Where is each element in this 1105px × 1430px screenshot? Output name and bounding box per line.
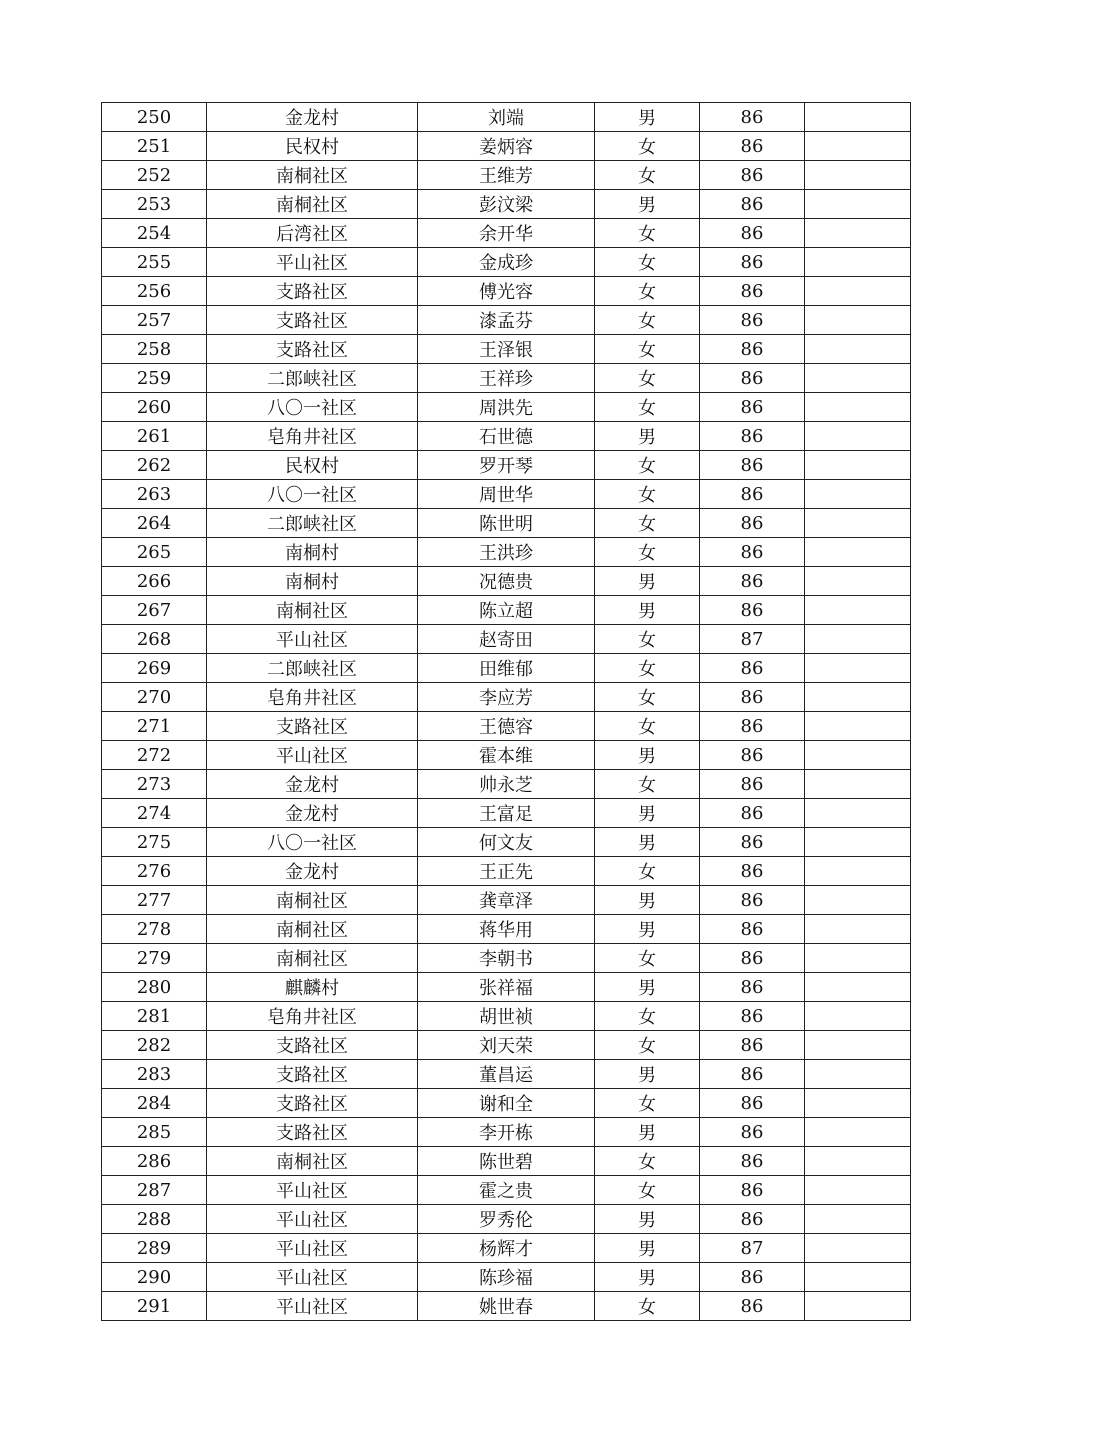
community-name-cell: 支路社区 <box>207 335 418 364</box>
remarks-cell <box>805 1176 911 1205</box>
table-row <box>102 1263 911 1292</box>
age-cell: 86 <box>700 306 805 335</box>
table-row <box>102 741 911 770</box>
table-row <box>102 509 911 538</box>
table-row <box>102 364 911 393</box>
remarks-cell <box>805 567 911 596</box>
person-name-cell: 金成珍 <box>418 248 595 277</box>
age-cell: 86 <box>700 1089 805 1118</box>
community-name-cell: 平山社区 <box>207 1205 418 1234</box>
row-number-cell: 285 <box>102 1118 207 1147</box>
person-name-cell: 谢和全 <box>418 1089 595 1118</box>
row-number-cell: 259 <box>102 364 207 393</box>
gender-cell: 女 <box>595 451 700 480</box>
community-name-cell: 麒麟村 <box>207 973 418 1002</box>
roster-table <box>101 102 911 1321</box>
remarks-cell <box>805 1031 911 1060</box>
age-cell: 86 <box>700 741 805 770</box>
age-cell: 86 <box>700 335 805 364</box>
row-number-cell: 256 <box>102 277 207 306</box>
row-number-cell: 273 <box>102 770 207 799</box>
person-name-cell: 霍之贵 <box>418 1176 595 1205</box>
person-name-cell: 陈珍福 <box>418 1263 595 1292</box>
row-number-cell: 290 <box>102 1263 207 1292</box>
remarks-cell <box>805 1205 911 1234</box>
table-row <box>102 944 911 973</box>
gender-cell: 女 <box>595 335 700 364</box>
community-name-cell: 平山社区 <box>207 625 418 654</box>
table-row <box>102 1089 911 1118</box>
remarks-cell <box>805 828 911 857</box>
table-row <box>102 393 911 422</box>
table-row <box>102 1031 911 1060</box>
table-row <box>102 1234 911 1263</box>
person-name-cell: 彭汶梁 <box>418 190 595 219</box>
table-row <box>102 915 911 944</box>
person-name-cell: 王维芳 <box>418 161 595 190</box>
community-name-cell: 二郎峡社区 <box>207 364 418 393</box>
gender-cell: 女 <box>595 219 700 248</box>
gender-cell: 男 <box>595 596 700 625</box>
gender-cell: 女 <box>595 1147 700 1176</box>
row-number-cell: 265 <box>102 538 207 567</box>
community-name-cell: 南桐社区 <box>207 161 418 190</box>
person-name-cell: 董昌运 <box>418 1060 595 1089</box>
row-number-cell: 260 <box>102 393 207 422</box>
row-number-cell: 266 <box>102 567 207 596</box>
remarks-cell <box>805 915 911 944</box>
person-name-cell: 罗开琴 <box>418 451 595 480</box>
gender-cell: 女 <box>595 1002 700 1031</box>
row-number-cell: 277 <box>102 886 207 915</box>
age-cell: 86 <box>700 161 805 190</box>
table-row <box>102 451 911 480</box>
table-row <box>102 683 911 712</box>
table-row <box>102 973 911 1002</box>
community-name-cell: 二郎峡社区 <box>207 509 418 538</box>
gender-cell: 男 <box>595 567 700 596</box>
gender-cell: 男 <box>595 1263 700 1292</box>
person-name-cell: 龚章泽 <box>418 886 595 915</box>
row-number-cell: 276 <box>102 857 207 886</box>
age-cell: 86 <box>700 538 805 567</box>
remarks-cell <box>805 451 911 480</box>
table-row <box>102 277 911 306</box>
community-name-cell: 金龙村 <box>207 857 418 886</box>
age-cell: 87 <box>700 625 805 654</box>
row-number-cell: 253 <box>102 190 207 219</box>
community-name-cell: 民权村 <box>207 132 418 161</box>
gender-cell: 女 <box>595 654 700 683</box>
table-row <box>102 335 911 364</box>
table-row <box>102 248 911 277</box>
age-cell: 86 <box>700 828 805 857</box>
person-name-cell: 陈世明 <box>418 509 595 538</box>
remarks-cell <box>805 944 911 973</box>
age-cell: 87 <box>700 1234 805 1263</box>
person-name-cell: 蒋华用 <box>418 915 595 944</box>
row-number-cell: 278 <box>102 915 207 944</box>
remarks-cell <box>805 1292 911 1321</box>
row-number-cell: 263 <box>102 480 207 509</box>
table-row <box>102 1002 911 1031</box>
remarks-cell <box>805 683 911 712</box>
age-cell: 86 <box>700 567 805 596</box>
remarks-cell <box>805 480 911 509</box>
age-cell: 86 <box>700 596 805 625</box>
row-number-cell: 288 <box>102 1205 207 1234</box>
remarks-cell <box>805 132 911 161</box>
age-cell: 86 <box>700 915 805 944</box>
table-row <box>102 1205 911 1234</box>
person-name-cell: 傅光容 <box>418 277 595 306</box>
row-number-cell: 289 <box>102 1234 207 1263</box>
gender-cell: 女 <box>595 480 700 509</box>
age-cell: 86 <box>700 770 805 799</box>
gender-cell: 男 <box>595 973 700 1002</box>
gender-cell: 男 <box>595 886 700 915</box>
remarks-cell <box>805 857 911 886</box>
person-name-cell: 况德贵 <box>418 567 595 596</box>
gender-cell: 女 <box>595 277 700 306</box>
person-name-cell: 刘端 <box>418 103 595 132</box>
age-cell: 86 <box>700 886 805 915</box>
age-cell: 86 <box>700 857 805 886</box>
remarks-cell <box>805 277 911 306</box>
row-number-cell: 275 <box>102 828 207 857</box>
gender-cell: 男 <box>595 828 700 857</box>
row-number-cell: 281 <box>102 1002 207 1031</box>
row-number-cell: 258 <box>102 335 207 364</box>
remarks-cell <box>805 712 911 741</box>
community-name-cell: 支路社区 <box>207 1089 418 1118</box>
community-name-cell: 支路社区 <box>207 1031 418 1060</box>
table-row <box>102 625 911 654</box>
age-cell: 86 <box>700 973 805 1002</box>
person-name-cell: 王富足 <box>418 799 595 828</box>
table-row <box>102 1176 911 1205</box>
community-name-cell: 南桐社区 <box>207 190 418 219</box>
table-row <box>102 828 911 857</box>
row-number-cell: 274 <box>102 799 207 828</box>
remarks-cell <box>805 886 911 915</box>
gender-cell: 女 <box>595 625 700 654</box>
table-row <box>102 857 911 886</box>
person-name-cell: 胡世祯 <box>418 1002 595 1031</box>
row-number-cell: 269 <box>102 654 207 683</box>
row-number-cell: 284 <box>102 1089 207 1118</box>
gender-cell: 女 <box>595 132 700 161</box>
age-cell: 86 <box>700 190 805 219</box>
remarks-cell <box>805 799 911 828</box>
person-name-cell: 杨辉才 <box>418 1234 595 1263</box>
community-name-cell: 八〇一社区 <box>207 828 418 857</box>
row-number-cell: 286 <box>102 1147 207 1176</box>
community-name-cell: 平山社区 <box>207 1292 418 1321</box>
age-cell: 86 <box>700 451 805 480</box>
gender-cell: 女 <box>595 306 700 335</box>
remarks-cell <box>805 422 911 451</box>
age-cell: 86 <box>700 944 805 973</box>
community-name-cell: 皂角井社区 <box>207 1002 418 1031</box>
community-name-cell: 皂角井社区 <box>207 683 418 712</box>
remarks-cell <box>805 1089 911 1118</box>
age-cell: 86 <box>700 364 805 393</box>
gender-cell: 男 <box>595 103 700 132</box>
age-cell: 86 <box>700 393 805 422</box>
gender-cell: 女 <box>595 248 700 277</box>
gender-cell: 男 <box>595 799 700 828</box>
age-cell: 86 <box>700 1147 805 1176</box>
gender-cell: 男 <box>595 1118 700 1147</box>
table-row <box>102 219 911 248</box>
table-row <box>102 886 911 915</box>
gender-cell: 女 <box>595 770 700 799</box>
gender-cell: 女 <box>595 1031 700 1060</box>
row-number-cell: 257 <box>102 306 207 335</box>
community-name-cell: 南桐村 <box>207 538 418 567</box>
gender-cell: 女 <box>595 1176 700 1205</box>
person-name-cell: 周洪先 <box>418 393 595 422</box>
row-number-cell: 283 <box>102 1060 207 1089</box>
gender-cell: 女 <box>595 364 700 393</box>
gender-cell: 男 <box>595 915 700 944</box>
community-name-cell: 支路社区 <box>207 277 418 306</box>
community-name-cell: 南桐村 <box>207 567 418 596</box>
table-row <box>102 770 911 799</box>
row-number-cell: 268 <box>102 625 207 654</box>
row-number-cell: 254 <box>102 219 207 248</box>
person-name-cell: 姚世春 <box>418 1292 595 1321</box>
remarks-cell <box>805 770 911 799</box>
person-name-cell: 帅永芝 <box>418 770 595 799</box>
table-row <box>102 799 911 828</box>
person-name-cell: 李应芳 <box>418 683 595 712</box>
community-name-cell: 平山社区 <box>207 1176 418 1205</box>
gender-cell: 女 <box>595 509 700 538</box>
community-name-cell: 南桐社区 <box>207 596 418 625</box>
remarks-cell <box>805 1060 911 1089</box>
gender-cell: 女 <box>595 857 700 886</box>
row-number-cell: 261 <box>102 422 207 451</box>
person-name-cell: 罗秀伦 <box>418 1205 595 1234</box>
community-name-cell: 支路社区 <box>207 712 418 741</box>
age-cell: 86 <box>700 132 805 161</box>
community-name-cell: 平山社区 <box>207 1234 418 1263</box>
age-cell: 86 <box>700 509 805 538</box>
community-name-cell: 皂角井社区 <box>207 422 418 451</box>
gender-cell: 男 <box>595 741 700 770</box>
gender-cell: 男 <box>595 1060 700 1089</box>
community-name-cell: 八〇一社区 <box>207 393 418 422</box>
community-name-cell: 二郎峡社区 <box>207 654 418 683</box>
person-name-cell: 陈立超 <box>418 596 595 625</box>
gender-cell: 女 <box>595 712 700 741</box>
community-name-cell: 金龙村 <box>207 799 418 828</box>
remarks-cell <box>805 654 911 683</box>
row-number-cell: 264 <box>102 509 207 538</box>
person-name-cell: 张祥福 <box>418 973 595 1002</box>
remarks-cell <box>805 625 911 654</box>
remarks-cell <box>805 364 911 393</box>
table-row <box>102 306 911 335</box>
person-name-cell: 何文友 <box>418 828 595 857</box>
remarks-cell <box>805 538 911 567</box>
person-name-cell: 周世华 <box>418 480 595 509</box>
age-cell: 86 <box>700 712 805 741</box>
table-row <box>102 654 911 683</box>
gender-cell: 男 <box>595 190 700 219</box>
age-cell: 86 <box>700 1031 805 1060</box>
row-number-cell: 287 <box>102 1176 207 1205</box>
row-number-cell: 255 <box>102 248 207 277</box>
community-name-cell: 平山社区 <box>207 248 418 277</box>
person-name-cell: 李开栋 <box>418 1118 595 1147</box>
remarks-cell <box>805 335 911 364</box>
table-row <box>102 596 911 625</box>
community-name-cell: 南桐社区 <box>207 944 418 973</box>
remarks-cell <box>805 161 911 190</box>
person-name-cell: 王德容 <box>418 712 595 741</box>
remarks-cell <box>805 393 911 422</box>
remarks-cell <box>805 190 911 219</box>
remarks-cell <box>805 1263 911 1292</box>
person-name-cell: 霍本维 <box>418 741 595 770</box>
community-name-cell: 八〇一社区 <box>207 480 418 509</box>
community-name-cell: 支路社区 <box>207 1060 418 1089</box>
remarks-cell <box>805 973 911 1002</box>
community-name-cell: 支路社区 <box>207 1118 418 1147</box>
age-cell: 86 <box>700 1176 805 1205</box>
table-row <box>102 190 911 219</box>
remarks-cell <box>805 103 911 132</box>
row-number-cell: 267 <box>102 596 207 625</box>
remarks-cell <box>805 248 911 277</box>
age-cell: 86 <box>700 103 805 132</box>
table-row <box>102 712 911 741</box>
gender-cell: 女 <box>595 393 700 422</box>
age-cell: 86 <box>700 248 805 277</box>
community-name-cell: 平山社区 <box>207 741 418 770</box>
gender-cell: 男 <box>595 1234 700 1263</box>
community-name-cell: 金龙村 <box>207 770 418 799</box>
row-number-cell: 282 <box>102 1031 207 1060</box>
row-number-cell: 250 <box>102 103 207 132</box>
community-name-cell: 平山社区 <box>207 1263 418 1292</box>
age-cell: 86 <box>700 219 805 248</box>
row-number-cell: 291 <box>102 1292 207 1321</box>
person-name-cell: 刘天荣 <box>418 1031 595 1060</box>
person-name-cell: 姜炳容 <box>418 132 595 161</box>
row-number-cell: 252 <box>102 161 207 190</box>
community-name-cell: 民权村 <box>207 451 418 480</box>
person-name-cell: 李朝书 <box>418 944 595 973</box>
person-name-cell: 王祥珍 <box>418 364 595 393</box>
person-name-cell: 田维郁 <box>418 654 595 683</box>
person-name-cell: 王泽银 <box>418 335 595 364</box>
row-number-cell: 271 <box>102 712 207 741</box>
community-name-cell: 南桐社区 <box>207 915 418 944</box>
age-cell: 86 <box>700 1263 805 1292</box>
person-name-cell: 石世德 <box>418 422 595 451</box>
gender-cell: 女 <box>595 944 700 973</box>
table-row <box>102 132 911 161</box>
community-name-cell: 金龙村 <box>207 103 418 132</box>
age-cell: 86 <box>700 277 805 306</box>
person-name-cell: 漆孟芬 <box>418 306 595 335</box>
gender-cell: 女 <box>595 538 700 567</box>
roster-body <box>102 103 911 1321</box>
gender-cell: 女 <box>595 1292 700 1321</box>
age-cell: 86 <box>700 480 805 509</box>
remarks-cell <box>805 1234 911 1263</box>
age-cell: 86 <box>700 1292 805 1321</box>
age-cell: 86 <box>700 1002 805 1031</box>
gender-cell: 女 <box>595 161 700 190</box>
age-cell: 86 <box>700 799 805 828</box>
table-row <box>102 567 911 596</box>
person-name-cell: 陈世碧 <box>418 1147 595 1176</box>
community-name-cell: 后湾社区 <box>207 219 418 248</box>
community-name-cell: 南桐社区 <box>207 1147 418 1176</box>
table-row <box>102 538 911 567</box>
table-row <box>102 1118 911 1147</box>
person-name-cell: 王正先 <box>418 857 595 886</box>
remarks-cell <box>805 306 911 335</box>
community-name-cell: 支路社区 <box>207 306 418 335</box>
age-cell: 86 <box>700 1060 805 1089</box>
table-row <box>102 1292 911 1321</box>
row-number-cell: 279 <box>102 944 207 973</box>
remarks-cell <box>805 1002 911 1031</box>
community-name-cell: 南桐社区 <box>207 886 418 915</box>
table-row <box>102 480 911 509</box>
table-row <box>102 103 911 132</box>
table-row <box>102 422 911 451</box>
remarks-cell <box>805 1147 911 1176</box>
age-cell: 86 <box>700 683 805 712</box>
person-name-cell: 赵寄田 <box>418 625 595 654</box>
table-row <box>102 1147 911 1176</box>
row-number-cell: 251 <box>102 132 207 161</box>
age-cell: 86 <box>700 1205 805 1234</box>
age-cell: 86 <box>700 1118 805 1147</box>
remarks-cell <box>805 219 911 248</box>
table-row <box>102 1060 911 1089</box>
age-cell: 86 <box>700 422 805 451</box>
row-number-cell: 280 <box>102 973 207 1002</box>
remarks-cell <box>805 741 911 770</box>
person-name-cell: 余开华 <box>418 219 595 248</box>
gender-cell: 男 <box>595 1205 700 1234</box>
remarks-cell <box>805 1118 911 1147</box>
gender-cell: 女 <box>595 683 700 712</box>
person-name-cell: 王洪珍 <box>418 538 595 567</box>
row-number-cell: 262 <box>102 451 207 480</box>
row-number-cell: 270 <box>102 683 207 712</box>
remarks-cell <box>805 509 911 538</box>
gender-cell: 男 <box>595 422 700 451</box>
age-cell: 86 <box>700 654 805 683</box>
remarks-cell <box>805 596 911 625</box>
row-number-cell: 272 <box>102 741 207 770</box>
table-row <box>102 161 911 190</box>
gender-cell: 女 <box>595 1089 700 1118</box>
